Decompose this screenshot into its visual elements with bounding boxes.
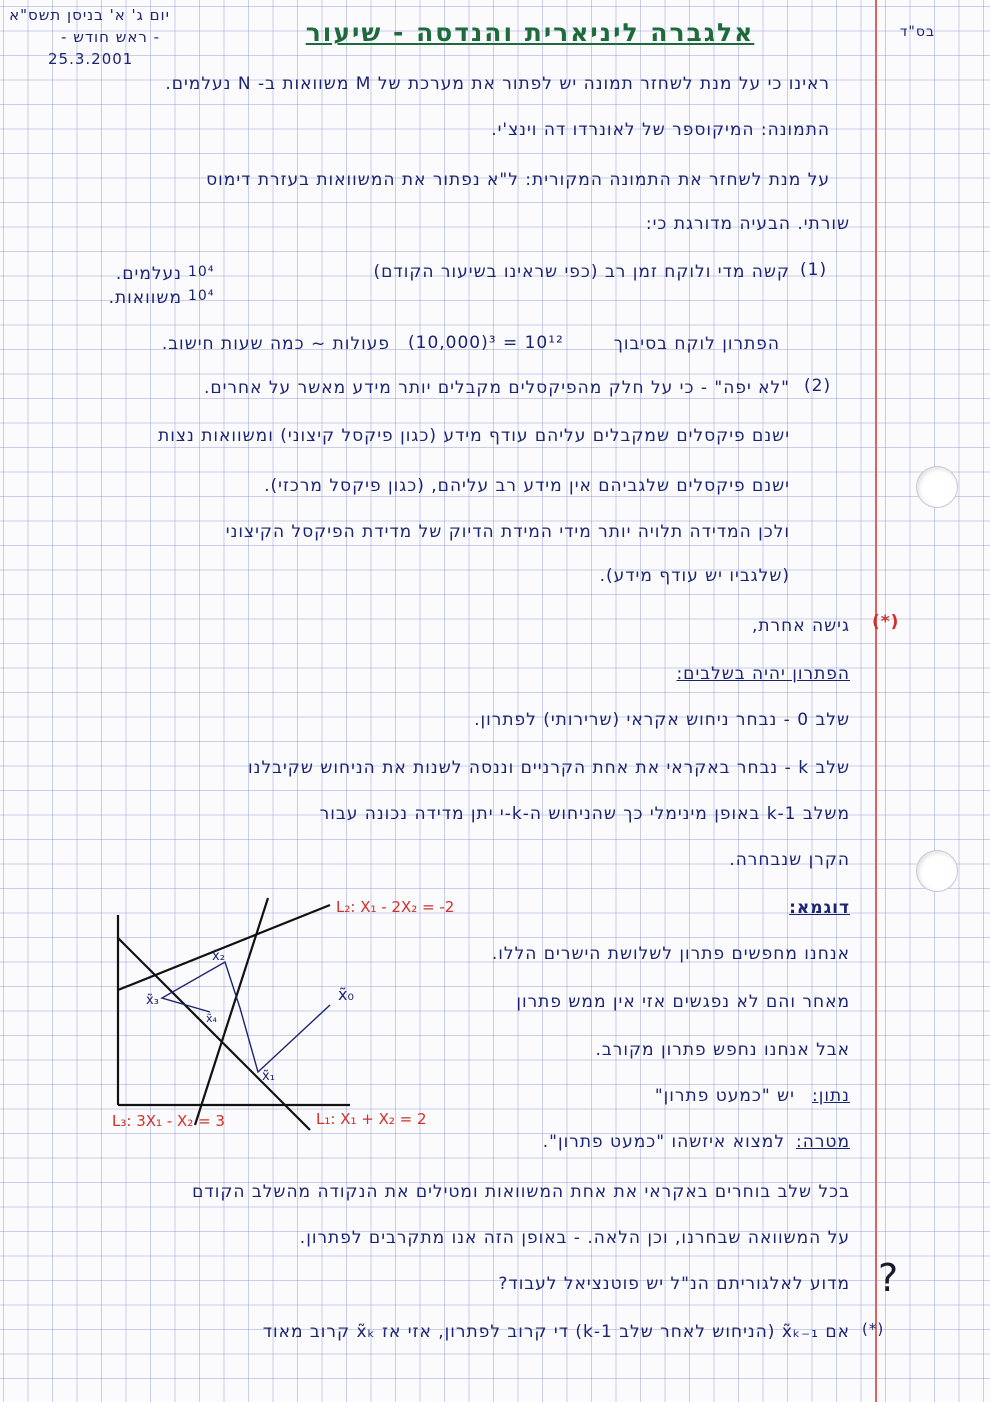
- line-20: על המשוואה שבחרנו, וכן הלאה. - באופן הזה אנו מתקרבים לפתרון.: [299, 1228, 850, 1248]
- line-7: הפתרון לוקח בסיבוך: [613, 334, 780, 354]
- complexity-formula: (10,000)³ = 10¹²: [408, 333, 564, 353]
- goal-text: למצוא איזשהו "כמעט פתרון".: [542, 1132, 785, 1152]
- projection-path: [162, 962, 330, 1072]
- hebrew-date: יום ג' א' בניסן תשס"א: [9, 6, 170, 24]
- line-17: משלב k-1 באופן מינימלי כך שהניחוש ה-k-י יתן מדידה נכונה עבור: [319, 804, 850, 824]
- line-7b: פעולות ~ כמה שעות חישוב.: [161, 334, 390, 354]
- equations-count: 10⁴: [188, 288, 215, 304]
- unknowns-count: 10⁴: [188, 264, 215, 280]
- item-number-1: (1): [800, 260, 828, 280]
- line-11: ולכן המדידה תלויה יותר מידי המידת הדיוק של מדידת הפיקסל הקיצוני: [225, 522, 790, 542]
- question-mark: ?: [878, 1256, 900, 1300]
- line-4: שורתי. הבעיה מדורגת כי:: [645, 214, 850, 234]
- label-L3: L₃: 3X₁ - X₂ = 3: [112, 1112, 225, 1130]
- equations-label: משוואות.: [108, 288, 182, 308]
- item-number-2: (2): [804, 376, 832, 396]
- line-1: ראינו כי על מנת לשחזר תמונה יש לפתור את מערכת של M משוואות ב- N נעלמים.: [165, 74, 830, 94]
- star-marker-1: (*): [872, 612, 900, 632]
- given-label: נתון:: [812, 1086, 850, 1106]
- rosh-hodesh: - ראש חודש -: [61, 28, 160, 46]
- line-12: (שלגביו יש עודף מידע).: [599, 566, 790, 586]
- star-marker-2: (*): [862, 1320, 885, 1338]
- line-21: מדוע לאלגוריתם הנ"ל יש פוטנציאל לעבוד?: [498, 1274, 850, 1294]
- label-x0: x̃₀: [338, 985, 354, 1004]
- line-14: הפתרון יהיה בשלבים:: [676, 664, 850, 684]
- label-L2: L₂: X₁ - 2X₂ = -2: [336, 898, 455, 916]
- example-line-1: אנחנו מחפשים פתרון לשלושת הישרים הללו.: [491, 944, 850, 964]
- label-x1: x̃₁: [262, 1069, 275, 1084]
- line-18: הקרן שנבחרה.: [729, 850, 850, 870]
- line-3: על מנת לשחזר את התמונה המקורית: ל"א נפתור את המשוואות בעזרת דימוס: [206, 170, 830, 190]
- corner-mark: בס"ד: [899, 24, 935, 40]
- line-16: שלב k - נבחר באקראי את אחת הקרניים וננסה לשנות את הניחוש שקיבלנו: [248, 758, 850, 778]
- example-line-3: אבל אנחנו נחפש פתרון מקורב.: [595, 1040, 850, 1060]
- goal-label: מטרה:: [796, 1132, 850, 1152]
- unknowns-label: נעלמים.: [115, 264, 182, 284]
- line-L1: [118, 938, 310, 1130]
- label-x4: x̃₄: [206, 1012, 217, 1025]
- label-L1: L₁: X₁ + X₂ = 2: [316, 1110, 427, 1128]
- line-9: ישנם פיקסלים שמקבלים עליהם עודף מידע (כגון פיקסל קיצוני) ומשוואות נצות: [158, 426, 790, 446]
- line-22: אם x̃ₖ₋₁ (הניחוש לאחר שלב k-1) די קרוב לפתרון, אזי אז x̃ₖ קרוב מאוד: [262, 1322, 850, 1342]
- line-19: בכל שלב בוחרים באקראי את אחת המשוואות ומטילים את הנקודה מהשלב הקודם: [192, 1182, 850, 1202]
- label-x2: x̃₂: [212, 949, 225, 964]
- line-10: ישנם פיקסלים שלגביהם אין מידע רב עליהם, (כגון פיקסל מרכזי).: [264, 476, 790, 496]
- line-2: התמונה: המיקוספר של לאונרדו דה וינצ'י.: [491, 120, 830, 140]
- line-L2: [118, 905, 330, 990]
- example-line-2: מאחר והם לא נפגשים אזי אין ממש פתרון: [516, 992, 850, 1012]
- line-13: גישה אחרת,: [751, 616, 850, 636]
- gregorian-date: 25.3.2001: [48, 50, 134, 68]
- page-title: אלגברה ליניארית והנדסה - שיעור: [305, 18, 755, 47]
- line-5: קשה מדי ולוקח זמן רב (כפי שראינו בשיעור הקודם): [373, 262, 790, 282]
- label-x3: x̃₃: [146, 993, 159, 1008]
- line-15: שלב 0 - נבחר ניחוש אקראי (שרירותי) לפתרון.: [474, 710, 850, 730]
- given-text: יש "כמעט פתרון": [654, 1086, 795, 1106]
- example-title: דוגמא:: [789, 898, 850, 918]
- line-8: "לא יפה" - כי על חלק מהפיקסלים מקבלים יותר מידע מאשר על אחרים.: [203, 378, 790, 398]
